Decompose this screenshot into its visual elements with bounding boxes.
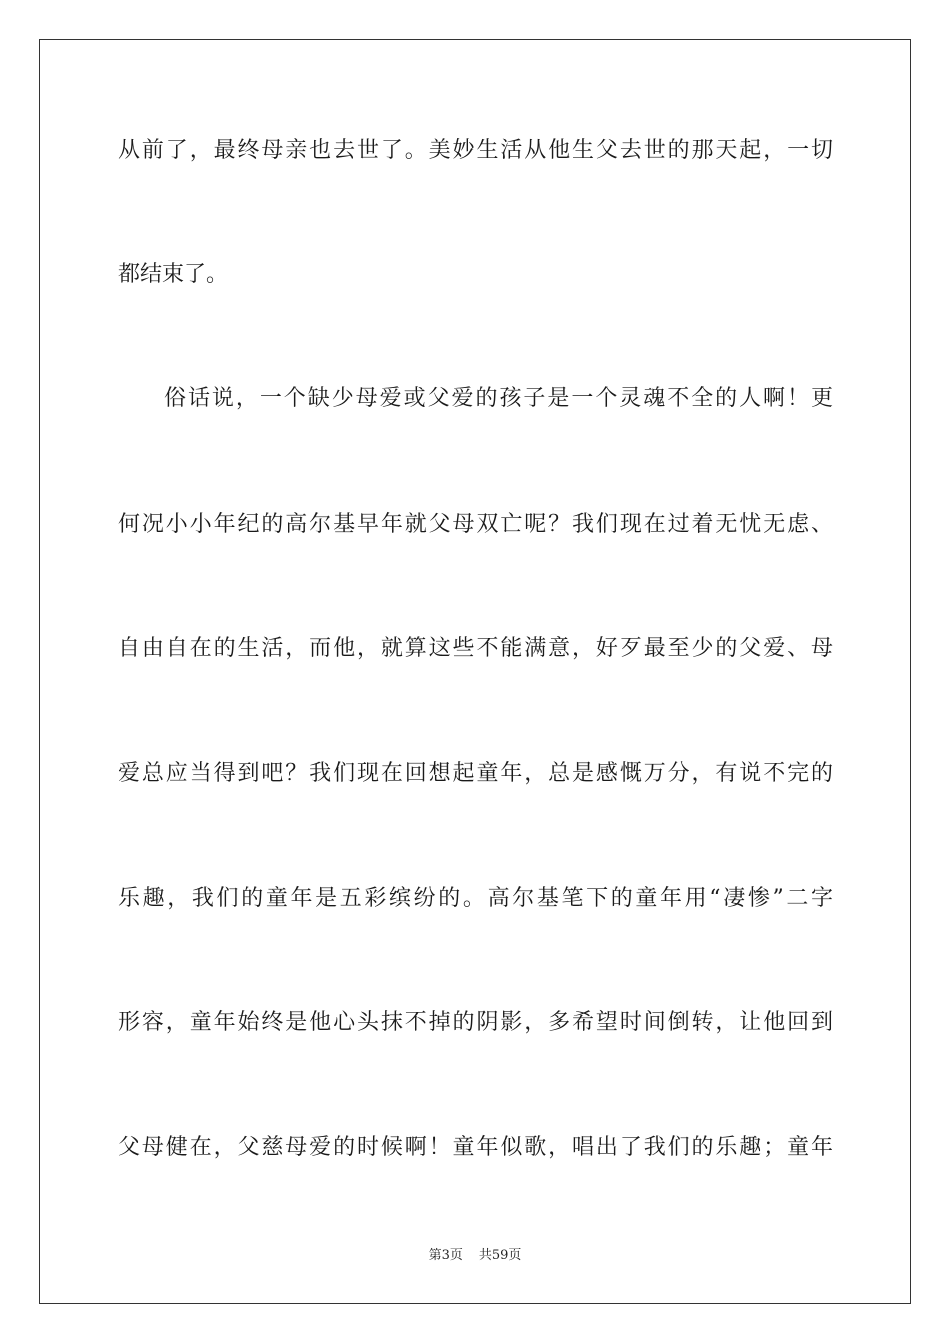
text-line: 父母健在，父慈母爱的时候啊！童年似歌，唱出了我们的乐趣；童年 xyxy=(118,1135,833,1160)
text-line: 何况小小年纪的高尔基早年就父母双亡呢？我们现在过着无忧无虑、 xyxy=(118,512,833,537)
page-footer xyxy=(0,1247,950,1265)
text-line: 都结束了。 xyxy=(118,262,229,287)
text-line: 爱总应当得到吧？我们现在回想起童年，总是感慨万分，有说不完的 xyxy=(118,761,833,786)
text-line: 形容，童年始终是他心头抹不掉的阴影，多希望时间倒转，让他回到 xyxy=(118,1010,833,1035)
text-line: 俗话说，一个缺少母爱或父爱的孩子是一个灵魂不全的人啊！更 xyxy=(164,386,833,411)
text-line: 从前了，最终母亲也去世了。美妙生活从他生父去世的那天起，一切 xyxy=(118,138,833,163)
text-line: 乐趣，我们的童年是五彩缤纷的。高尔基笔下的童年用“凄惨”二字 xyxy=(118,886,833,911)
page-number: 第3页 xyxy=(428,1248,463,1263)
page-frame xyxy=(39,39,911,1304)
text-line: 自由自在的生活，而他，就算这些不能满意，好歹最至少的父爱、母 xyxy=(118,636,833,661)
page-total: 共59页 xyxy=(478,1248,522,1263)
